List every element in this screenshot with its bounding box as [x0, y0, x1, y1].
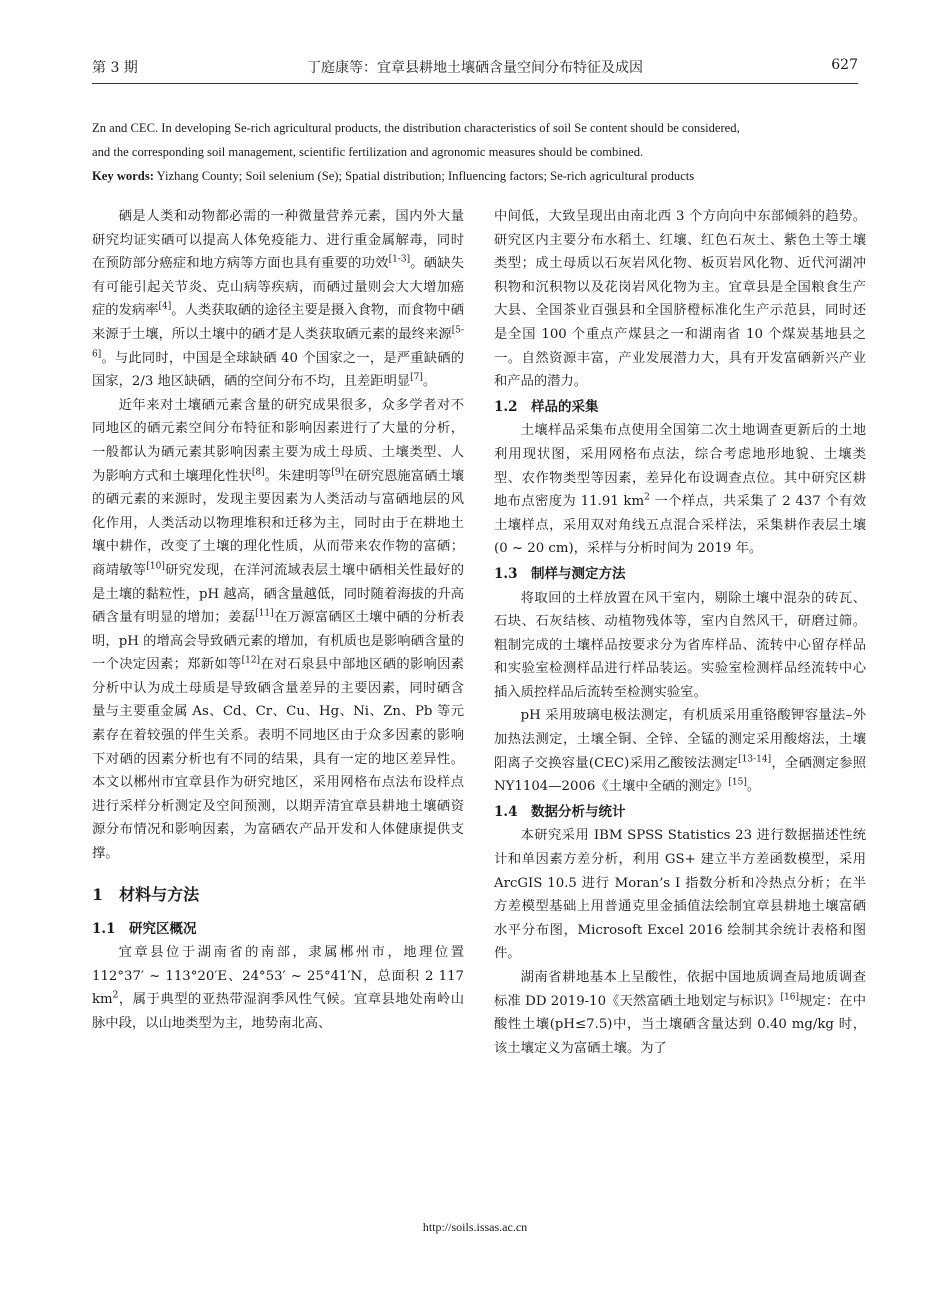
- page-number: 627: [831, 57, 858, 73]
- citation[interactable]: [8]: [251, 467, 265, 478]
- footer-url[interactable]: http://soils.issas.ac.cn: [422, 1220, 528, 1234]
- keywords-text: Yizhang County; Soil selenium (Se); Spatial distribution; Influencing factors; Se-rich agricultural products: [153, 169, 695, 183]
- citation[interactable]: [7]: [410, 372, 423, 383]
- citation[interactable]: [11]: [255, 608, 274, 619]
- paragraph-intro-1: 硒是人类和动物都必需的一种微量营养元素，国内外大量研究均证实硒可以提高人体免疫能力、进行重金属解毒，同时在预防部分癌症和地方病等方面也具有重要的功效[1-3]。硒缺失有可能引起关节炎、克山病等疾病，而硒过量则会大大增加癌症的发病率[4]。人类获取硒的途径主要是摄入食物，而食物中硒来源于土壤，所以土壤中的硒才是人类获取硒元素的最终来源[5-6]。与此同时，中国是全球缺硒 40 个国家之一，是严重缺硒的国家，2/3 地区缺硒，硒的空间分布不均，且差距明显[7]。: [92, 209, 465, 390]
- citation[interactable]: [5-6]: [92, 325, 464, 360]
- citation[interactable]: [13-14]: [738, 754, 772, 765]
- abstract-tail: [92, 116, 858, 188]
- subsection-heading: 1.4 数据分析与统计: [494, 803, 626, 820]
- paragraph-standard: 湖南省耕地基本上呈酸性，依据中国地质调查局地质调查标准 DD 2019-10《天然富硒土地划定与标识》[16]规定：在中酸性土壤(pH≤7.5)中，当土壤硒含量达到 0.40 mg/kg 时，该土壤定义为富硒土壤。为了: [494, 970, 867, 1056]
- paragraph-analysis: 本研究采用 IBM SPSS Statistics 23 进行数据描述性统计和单因素方差分析，利用 GS+ 建立半方差函数模型，采用 ArcGIS 10.5 进行 Moran’s I 指数分析和冷热点分析；在半方差模型基础上用普通克里金插值法绘制宜章县耕地土壤富硒水平分布图，Microsoft Excel 2016 绘制其余统计表格和图件。: [494, 828, 866, 962]
- subsection-heading: 1.1 研究区概况: [92, 920, 197, 937]
- keywords-label: Key words:: [92, 169, 154, 183]
- keywords: [92, 164, 858, 188]
- citation[interactable]: [4]: [158, 301, 172, 312]
- paragraph-preparation: 将取回的土样放置在风干室内，剔除土壤中混杂的砖瓦、石块、石灰结核、动植物残体等，室内自然风干，研磨过筛。粗制完成的土壤样品按要求分为省库样品、流转中心留存样品和实验室检测样品进行样品装运。实验室检测样品经流转中心插入质控样品后流转至检测实验室。: [494, 590, 866, 700]
- citation[interactable]: [10]: [146, 561, 165, 572]
- paragraph-measurement: pH 采用玻璃电极法测定，有机质采用重铬酸钾容量法–外加热法测定，土壤全铜、全锌、全锰的测定采用酸熔法，土壤阳离子交换容量(CEC)采用乙酸铵法测定[13-14]，全硒测定参照 NY1104—2006《土壤中全硒的测定》[15]。: [494, 708, 867, 795]
- abstract-line: Zn and CEC. In developing Se-rich agricultural products, the distribution characteristics of soil Se content should be considered,: [92, 121, 740, 135]
- subsection-heading: 1.3 制样与测定方法: [494, 565, 626, 582]
- paragraph-study-area: 宜章县位于湖南省的南部，隶属郴州市，地理位置 112°37′ ~ 113°20′E、24°53′ ~ 25°41′N，总面积 2 117 $km^2$，属于典型的亚热带湿润季风性气候。宜章县地处南岭山脉中段，以山地类型为主，地势南北高、: [92, 945, 464, 1031]
- issue-number: 第 3 期: [92, 60, 138, 76]
- subsection-heading: 1.2 样品的采集: [494, 398, 599, 415]
- paragraph-sampling: 土壤样品采集布点使用全国第二次土地调查更新后的土地利用现状图，采用网格布点法，综合考虑地形地貌、土壤类型、农作物类型等因素，差异化布设调查点位。其中研究区耕地布点密度为 11.91 $km^2$ 一个样点，共采集了 2 437 个有效土壤样点，采用双对角线五点混合采样法，采集耕作表层土壤(0 ~ 20 cm)，采样与分析时间为 2019 年。: [494, 423, 866, 557]
- citation[interactable]: [1-3]: [388, 254, 411, 265]
- running-header: [92, 57, 858, 84]
- left-column: [92, 205, 464, 1036]
- paragraph-study-area-cont: 中间低，大致呈现出由南北西 3 个方向向中东部倾斜的趋势。研究区内主要分布水稻土、红壤、红色石灰土、紫色土等土壤类型；成土母质以石灰岩风化物、板页岩风化物、近代河湖冲积物和沉积物以及花岗岩风化物为主。宜章县是全国粮食生产大县、全国茶业百强县和全国脐橙标准化生产示范县，同时还是全国 100 个重点产煤县之一和湖南省 10 个煤炭基地县之一。自然资源丰富，产业发展潜力大，具有开发富硒新兴产业和产品的潜力。: [494, 209, 866, 390]
- paragraph-intro-2: 近年来对土壤硒元素含量的研究成果很多，众多学者对不同地区的硒元素空间分布特征和影响因素进行了大量的分析，一般都认为硒元素其影响因素主要为成土母质、土壤类型、人为影响方式和土壤理化性状[8]。朱建明等[9]在研究恩施富硒土壤的硒元素的来源时，发现主要因素为人类活动与富硒地层的风化作用，人类活动以物理堆积和迁移为主，同时由于在耕地土壤中耕作，改变了土壤的理化性质，从而带来农作物的富硒；商靖敏等[10]研究发现，在洋河流域表层土壤中硒相关性最好的是土壤的黏粒性，pH 越高，硒含量越低，同时随着海拔的升高硒含量有明显的增加；姜磊[11]在万源富硒区土壤中硒的分析表明，pH 的增高会导致硒元素的增加，有机质也是影响硒含量的一个决定因素；郑新如等[12]在对石泉县中部地区硒的影响因素分析中认为成土母质是导致硒含量差异的主要因素，同时硒含量与主要重金属 As、Cd、Cr、Cu、Hg、Ni、Zn、Pb 等元素存在着较强的伴生关系。表明不同地区由于众多因素的影响下对硒的因素分析也有不同的结果，具有一定的地区差异性。本文以郴州市宜章县作为研究地区，采用网格布点法布设样点进行采样分析测定及空间预测，以期弄清宜章县耕地土壤硒资源分布情况和影响因素，为富硒农产品开发和人体健康提供支撑。: [92, 397, 465, 862]
- citation[interactable]: [9]: [331, 467, 345, 478]
- section-heading: 1 材料与方法: [92, 884, 200, 904]
- citation[interactable]: [16]: [780, 992, 799, 1003]
- right-column: [494, 205, 866, 1060]
- citation[interactable]: [12]: [241, 655, 261, 666]
- running-title: 丁庭康等：宜章县耕地土壤硒含量空间分布特征及成因: [307, 60, 643, 76]
- abstract-line: and the corresponding soil management, scientific fertilization and agronomic measures should be combined.: [92, 145, 644, 159]
- citation[interactable]: [15]: [728, 777, 747, 788]
